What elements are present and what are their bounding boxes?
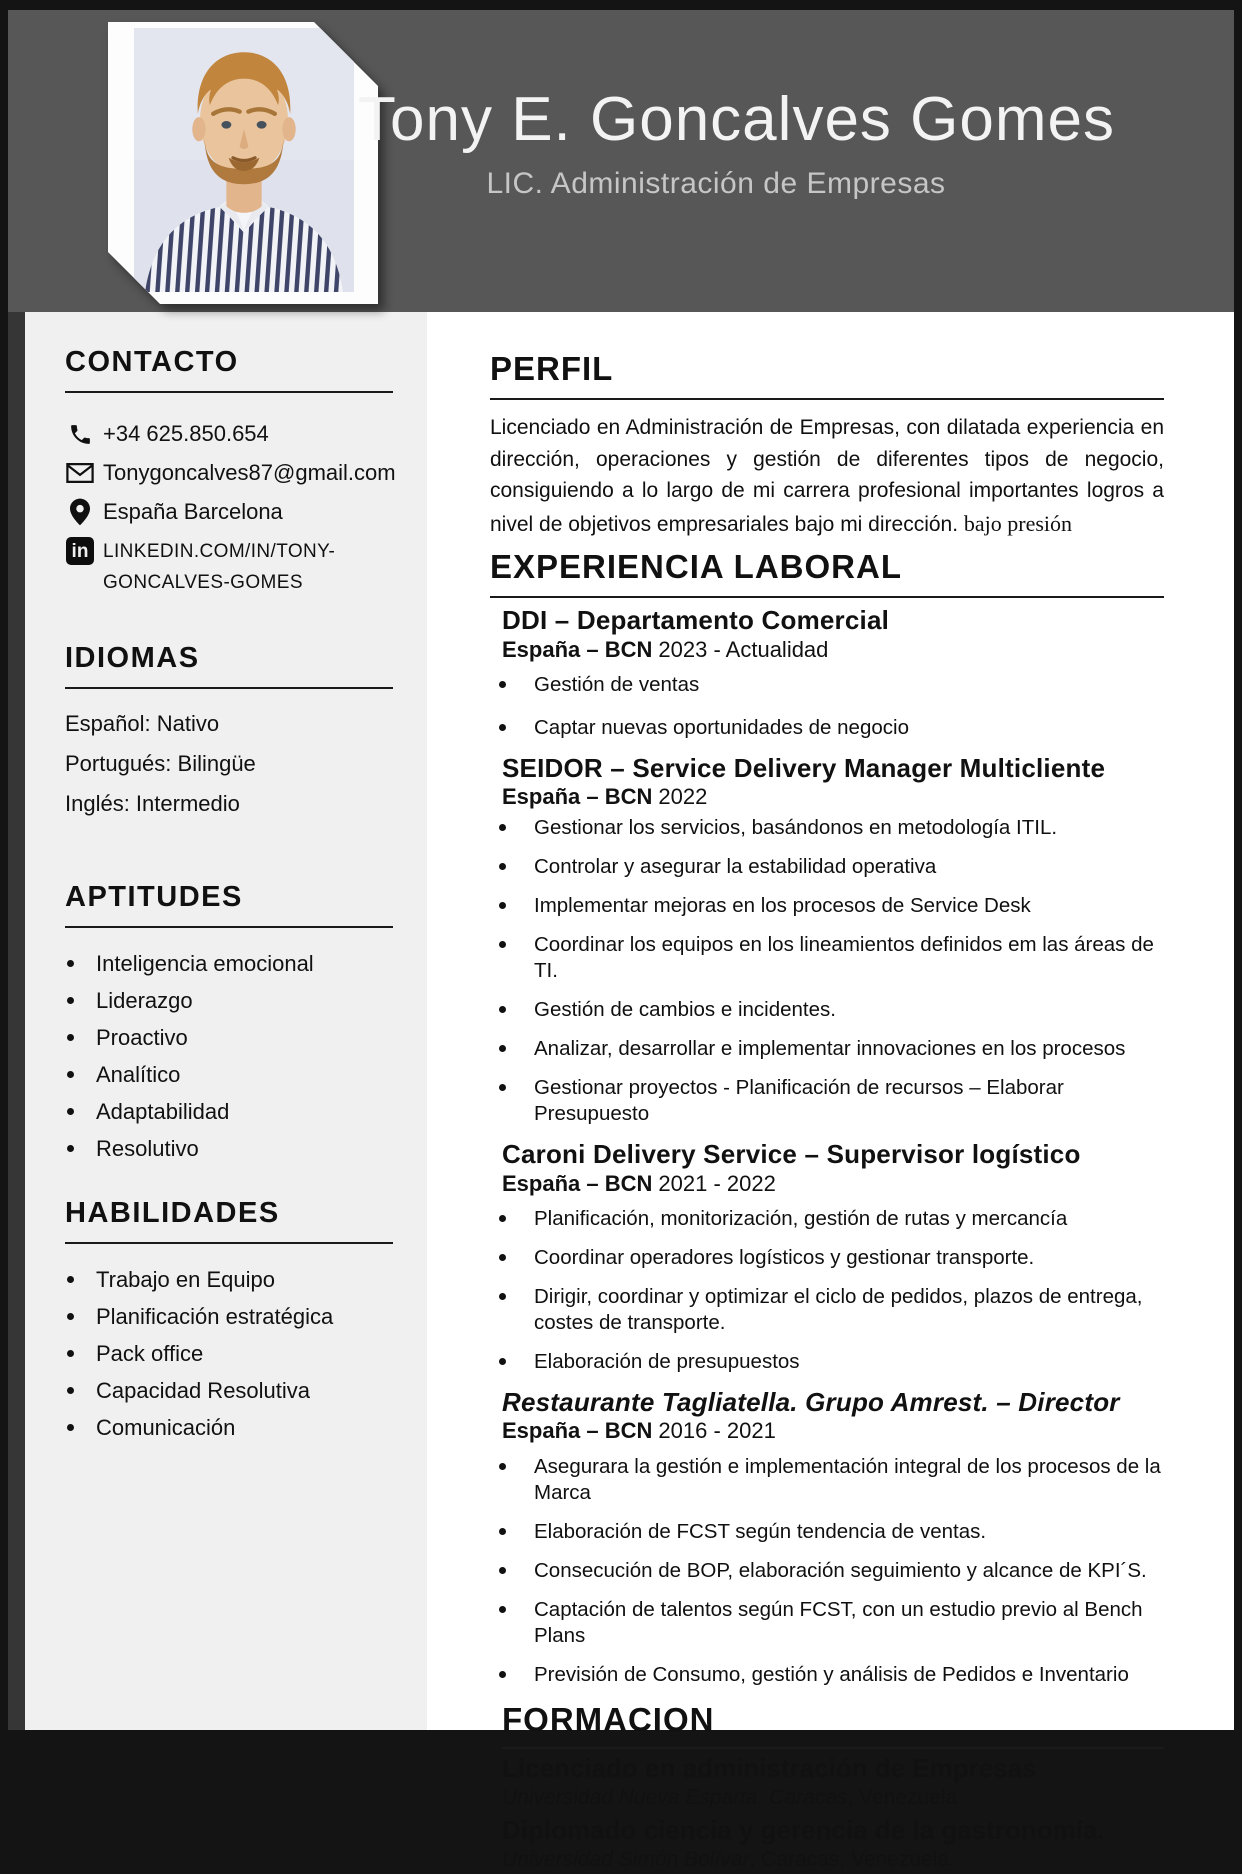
job-meta [490,1172,1164,1196]
school-line [502,1846,1164,1873]
profile-body: Licenciado en Administración de Empresas, con dilatada experiencia en dirección, operaciones y gestión de diferentes tipos de negocio, consiguiendo a lo largo de mi carrera profesional importantes logros a nivel de objetivos empresariales bajo mi dirección. [490,416,1164,536]
location-value: España Barcelona [103,499,283,524]
job-meta [490,785,1164,809]
school-line [502,1784,1164,1811]
job-bullet: Analizar, desarrollar e implementar innovaciones en los procesos [490,1036,1164,1062]
skills-heading: HABILIDADES [65,1197,393,1244]
linkedin-value: LINKEDIN.COM/IN/TONY-GONCALVES-GOMES [103,541,336,593]
contact-row-phone [65,419,393,449]
job-location: España – BCN [502,784,653,810]
skill-item: Comunicación [65,1416,393,1439]
education-entry [502,1754,1164,1811]
job-ddi [490,606,1164,741]
contact-row-linkedin[interactable] [65,536,393,598]
language-item: Portugués: Bilingüe [65,751,256,776]
main-column [427,312,1234,1872]
portrait-image [134,42,354,278]
school-name: Universidad Simón Bolívar [502,1848,750,1872]
job-bullet: Coordinar operadores logísticos y gestionar transporte. [490,1245,1164,1271]
job-bullet: Elaboración de FCST según tendencia de ventas. [490,1519,1164,1545]
job-bullet: Elaboración de presupuestos [490,1349,1164,1375]
degree-title: Licenciado en administración de Empresas [502,1752,1037,1783]
photo-frame [108,22,378,304]
job-bullet: Planificación, monitorización, gestión de rutas y mercancía [490,1206,1164,1232]
aptitude-item: Liderazgo [65,989,393,1012]
envelope-icon [65,458,95,488]
job-location: España – BCN [502,1418,653,1444]
profile-tail: bajo presión [963,510,1073,536]
skill-item: Capacidad Resolutiva [65,1379,393,1402]
job-meta [490,638,1164,662]
degree-title: Diplomado ciencia y gerencia de la gastronomía. [502,1815,1105,1846]
languages-list [65,711,393,817]
job-dates: 2016 - 2021 [658,1418,776,1444]
education-entry [502,1816,1164,1873]
contact-heading: CONTACTO [65,346,393,393]
job-bullet: Gestión de ventas [490,672,1164,698]
email-value: Tonygoncalves87@gmail.com [103,460,396,485]
job-dates: 2022 [658,784,708,810]
job-dates: 2021 - 2022 [658,1170,776,1196]
job-caroni [490,1140,1164,1375]
job-location: España – BCN [502,1170,653,1196]
experience-heading: EXPERIENCIA LABORAL [490,548,1164,598]
job-bullet: Asegurara la gestión e implementación integral de los procesos de la Marca [490,1454,1164,1506]
job-bullet: Previsión de Consumo, gestión y análisis de Pedidos e Inventario [490,1662,1164,1688]
aptitude-item: Adaptabilidad [65,1100,393,1123]
job-seidor [490,754,1164,1127]
header-text-block [358,84,1115,201]
school-location: , Venezuela [847,1785,958,1809]
job-bullet: Gestión de cambios e incidentes. [490,997,1164,1023]
job-bullet: Gestionar los servicios, basándonos en metodología ITIL. [490,815,1164,841]
contact-list [65,419,396,598]
skill-item: Pack office [65,1342,393,1365]
aptitude-item: Proactivo [65,1026,393,1049]
job-title: DDI – Departamento Comercial [502,605,890,635]
linkedin-icon: in [65,536,95,566]
job-location: España – BCN [502,636,653,662]
languages-heading: IDIOMAS [65,642,393,689]
contact-row-email[interactable] [65,458,396,488]
job-bullet: Captación de talentos según FCST, con un estudio previo al Bench Plans [490,1597,1164,1649]
job-tagliatella [490,1388,1164,1688]
job-bullet: Coordinar los equipos en los lineamientos definidos em las áreas de TI. [490,932,1164,984]
job-bullet: Dirigir, coordinar y optimizar el ciclo de pedidos, plazos de entrega, costes de transporte. [490,1284,1164,1336]
job-bullets [490,815,1164,1127]
job-dates: 2023 - Actualidad [658,636,829,662]
skill-item: Planificación estratégica [65,1305,393,1328]
location-pin-icon [65,497,95,527]
skill-item: Trabajo en Equipo [65,1268,393,1291]
education-section [490,1701,1164,1874]
aptitudes-heading: APTITUDES [65,881,393,928]
job-bullet: Implementar mejoras en los procesos de Service Desk [490,893,1164,919]
profile-text [490,412,1164,540]
job-bullet: Controlar y asegurar la estabilidad operativa [490,854,1164,880]
job-meta [490,1419,1164,1443]
portrait-illustration [134,42,354,278]
job-bullets [490,1206,1164,1375]
person-name: Tony E. Goncalves Gomes [358,85,1115,154]
sidebar [25,312,427,1730]
profile-photo [108,22,378,304]
school-name: Universidad Nueva Esparta. Caracas [502,1785,848,1809]
aptitude-item: Inteligencia emocional [65,952,393,975]
left-edge-strip [8,312,25,1730]
phone-icon [65,419,95,449]
language-item: Inglés: Intermedio [65,791,240,816]
job-title: SEIDOR – Service Delivery Manager Multicliente [502,752,1106,783]
job-title: Caroni Delivery Service – Supervisor logístico [502,1138,1081,1169]
aptitudes-list [65,952,393,1161]
skills-list [65,1268,393,1439]
aptitude-item: Analítico [65,1063,393,1086]
job-bullets [490,1454,1164,1688]
language-item: Español: Nativo [65,711,220,736]
education-heading: FORMACION [502,1701,1164,1749]
school-location: , Caracas, Venezuela. [749,1848,955,1872]
aptitude-item: Resolutivo [65,1137,393,1160]
job-title: Restaurante Tagliatella. Grupo Amrest. – Director [502,1386,1120,1417]
profile-heading: PERFIL [490,350,1164,400]
job-bullet: Captar nuevas oportunidades de negocio [490,715,1164,741]
header-band [8,10,1234,312]
job-bullets [490,672,1164,741]
job-bullet: Consecución de BOP, elaboración seguimiento y alcance de KPI´S. [490,1558,1164,1584]
phone-value: +34 625.850.654 [103,421,269,446]
person-title: LIC. Administración de Empresas [486,167,946,201]
job-bullet: Gestionar proyectos - Planificación de recursos – Elaborar Presupuesto [490,1075,1164,1127]
contact-row-location [65,497,393,527]
